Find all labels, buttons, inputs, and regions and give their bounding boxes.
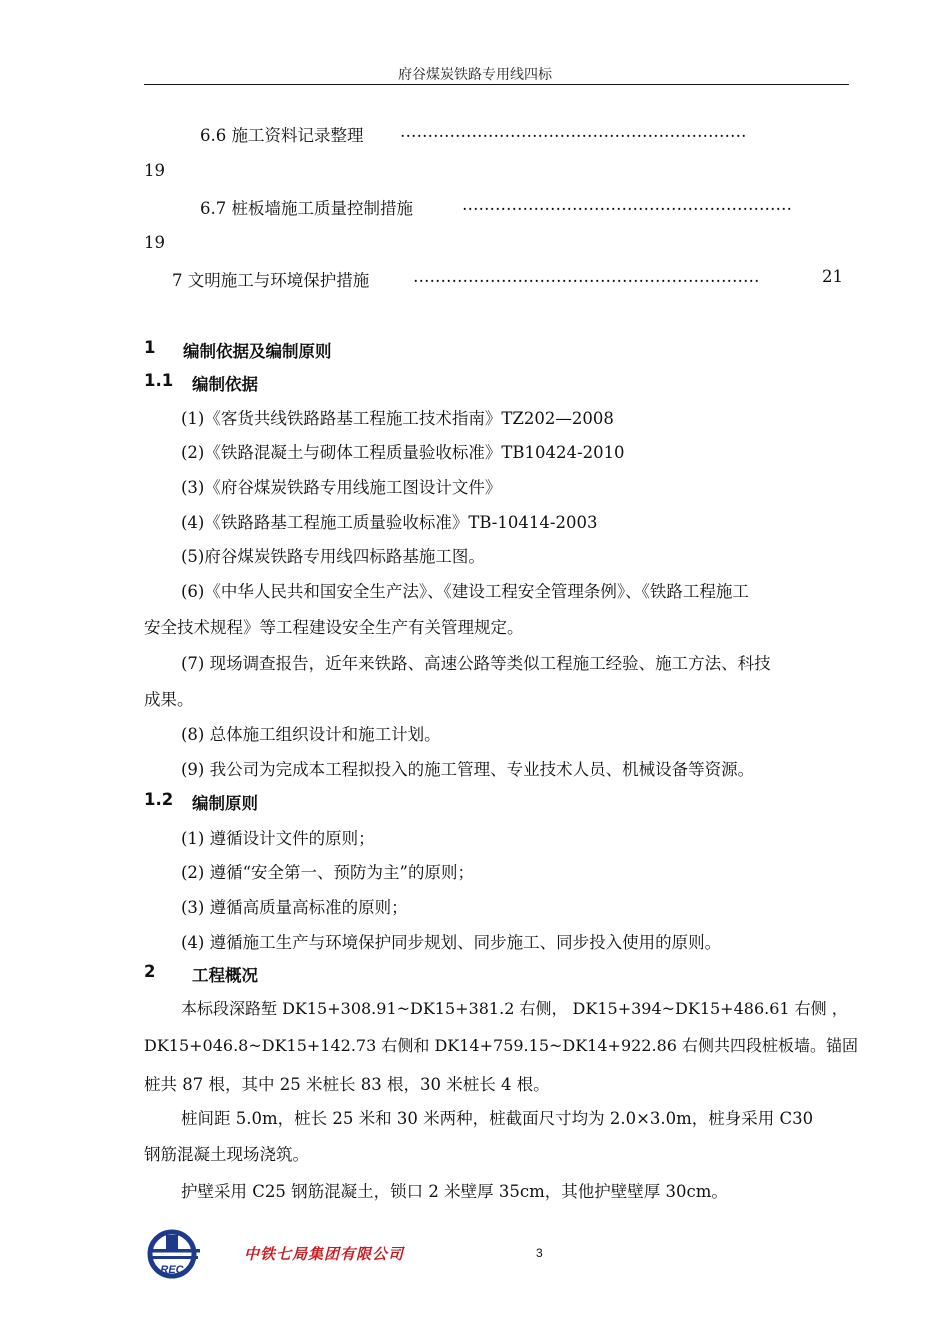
section-title: 编制原则 — [192, 794, 258, 813]
basis-item: (2)《铁路混凝土与砌体工程质量验收标准》TB10424-2010 — [181, 443, 625, 462]
basis-item: (9) 我公司为完成本工程拟投入的施工管理、专业技术人员、机械设备等资源。 — [181, 760, 755, 779]
basis-item: (4)《铁路路基工程施工质量验收标准》TB-10414-2003 — [181, 513, 598, 532]
overview-line: DK15+046.8~DK15+142.73 右侧和 DK14+759.15~DK14+922.86 右侧共四段桩板墙。锚固 — [144, 1036, 859, 1055]
section-number: 2 — [144, 962, 156, 981]
basis-item: (5)府谷煤炭铁路专用线四标路基施工图。 — [181, 547, 485, 566]
toc-entry-dots: ……………………………………………………… — [413, 267, 760, 286]
overview-line: 桩共 87 根，其中 25 米桩长 83 根，30 米桩长 4 根。 — [144, 1075, 550, 1094]
basis-item-continued: 安全技术规程》等工程建设安全生产有关管理规定。 — [144, 618, 524, 637]
toc-entry-label[interactable]: 7 文明施工与环境保护措施 — [172, 271, 370, 290]
toc-entry-dots: …………………………………………………… — [462, 195, 792, 214]
overview-line: 护壁采用 C25 钢筋混凝土，锁口 2 米壁厚 35cm，其他护壁壁厚 30cm。 — [181, 1182, 728, 1201]
toc-entry-dots: ……………………………………………………… — [400, 122, 747, 141]
basis-item: (3)《府谷煤炭铁路专用线施工图设计文件》 — [181, 478, 502, 497]
overview-line: 钢筋混凝土现场浇筑。 — [144, 1145, 309, 1164]
principle-item: (1) 遵循设计文件的原则； — [181, 829, 375, 848]
principle-item: (2) 遵循“安全第一、预防为主”的原则； — [181, 863, 474, 882]
principle-item: (4) 遵循施工生产与环境保护同步规划、同步施工、同步投入使用的原则。 — [181, 933, 722, 952]
section-number: 1.2 — [144, 790, 174, 809]
section-title: 编制依据及编制原则 — [183, 342, 332, 361]
section-title: 编制依据 — [192, 375, 258, 394]
basis-item: (7) 现场调查报告，近年来铁路、高速公路等类似工程施工经验、施工方法、科技 — [181, 654, 771, 673]
basis-item: (1)《客货共线铁路路基工程施工技术指南》TZ202—2008 — [181, 409, 614, 428]
page-number: 3 — [536, 1246, 543, 1260]
section-number: 1.1 — [144, 371, 174, 390]
basis-item: (8) 总体施工组织设计和施工计划。 — [181, 725, 441, 744]
toc-entry-label[interactable]: 6.6 施工资料记录整理 — [200, 126, 364, 145]
section-number: 1 — [144, 338, 156, 357]
principle-item: (3) 遵循高质量高标准的原则； — [181, 898, 408, 917]
section-title: 工程概况 — [192, 966, 258, 985]
overview-line: 本标段深路堑 DK15+308.91~DK15+381.2 右侧， DK15+394~DK15+486.61 右侧 ， — [181, 999, 848, 1018]
overview-line: 桩间距 5.0m，桩长 25 米和 30 米两种，桩截面尺寸均为 2.0×3.0m，桩身采用 C30 — [181, 1109, 814, 1128]
toc-entry-page: 19 — [144, 233, 165, 252]
company-logo-icon — [146, 1229, 202, 1279]
toc-entry-label[interactable]: 6.7 桩板墙施工质量控制措施 — [200, 199, 413, 218]
footer-company-name: 中铁七局集团有限公司 — [244, 1245, 405, 1263]
basis-item: (6)《中华人民共和国安全生产法》、《建设工程安全管理条例》、《铁路工程施工 — [181, 582, 749, 601]
page-header-title: 府谷煤炭铁路专用线四标 — [398, 67, 552, 83]
header-rule — [144, 84, 849, 85]
basis-item-continued: 成果。 — [144, 690, 194, 709]
toc-entry-page: 21 — [822, 267, 843, 286]
toc-entry-page: 19 — [144, 161, 165, 180]
logo-text: REC — [160, 1264, 184, 1276]
